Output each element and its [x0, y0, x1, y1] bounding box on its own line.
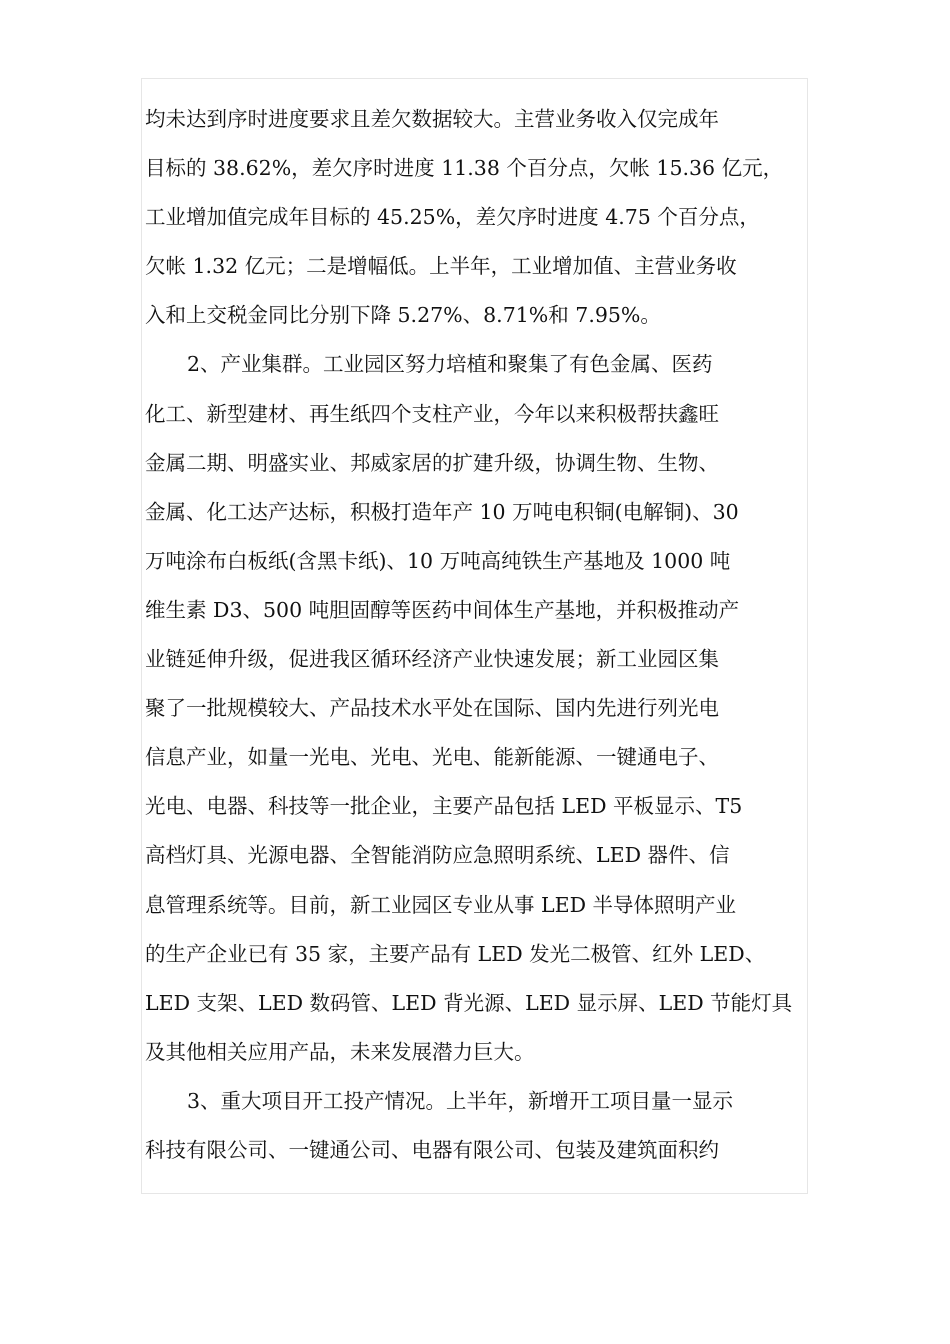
text-line: 均未达到序时进度要求且差欠数据较大。主营业务收入仅完成年	[145, 107, 719, 131]
text-line: 化工、新型建材、再生纸四个支柱产业，今年以来积极帮扶鑫旺	[145, 401, 719, 426]
text-line: 业链延伸升级，促进我区循环经济产业快速发展；新工业园区集	[145, 647, 719, 672]
text-line: 科技有限公司、一键通公司、电器有限公司、包装及建筑面积约	[145, 1137, 719, 1162]
paragraph-start-line: 3、重大项目开工投产情况。上半年，新增开工项目量一显示	[187, 1088, 734, 1113]
text-line: 入和上交税金同比分别下降 5.27%、8.71%和 7.95%。	[145, 303, 661, 328]
text-line: 光电、电器、科技等一批企业，主要产品包括 LED 平板显示、T5	[145, 794, 743, 819]
text-line: 万吨涂布白板纸(含黑卡纸)、10 万吨高纯铁生产基地及 1000 吨	[145, 548, 731, 573]
paragraph-start-line: 2、产业集群。工业园区努力培植和聚集了有色金属、医药	[187, 352, 713, 377]
text-line: 的生产企业已有 35 家，主要产品有 LED 发光二极管、红外 LED、	[145, 941, 766, 966]
text-line: 息管理系统等。目前，新工业园区专业从事 LED 半导体照明产业	[145, 892, 737, 917]
text-line: 维生素 D3、500 吨胆固醇等医药中间体生产基地，并积极推动产	[145, 597, 740, 622]
text-line: 金属、化工达产达标，积极打造年产 10 万吨电积铜(电解铜)、30	[145, 499, 739, 524]
text-line: 信息产业，如量一光电、光电、光电、能新能源、一键通电子、	[145, 745, 719, 770]
text-line: 欠帐 1.32 亿元；二是增幅低。上半年，工业增加值、主营业务收	[145, 254, 737, 279]
text-line: LED 支架、LED 数码管、LED 背光源、LED 显示屏、LED 节能灯具	[145, 990, 793, 1015]
text-line: 高档灯具、光源电器、全智能消防应急照明系统、LED 器件、信	[145, 843, 730, 868]
text-line: 目标的 38.62%，差欠序时进度 11.38 个百分点，欠帐 15.36 亿元，	[145, 156, 784, 181]
text-line: 金属二期、明盛实业、邦威家居的扩建升级，协调生物、生物、	[145, 450, 719, 475]
document-body	[145, 95, 809, 1175]
text-line: 工业增加值完成年目标的 45.25%，差欠序时进度 4.75 个百分点，	[145, 205, 760, 230]
text-line: 聚了一批规模较大、产品技术水平处在国际、国内先进行列光电	[145, 696, 719, 721]
text-line: 及其他相关应用产品，未来发展潜力巨大。	[145, 1039, 535, 1064]
